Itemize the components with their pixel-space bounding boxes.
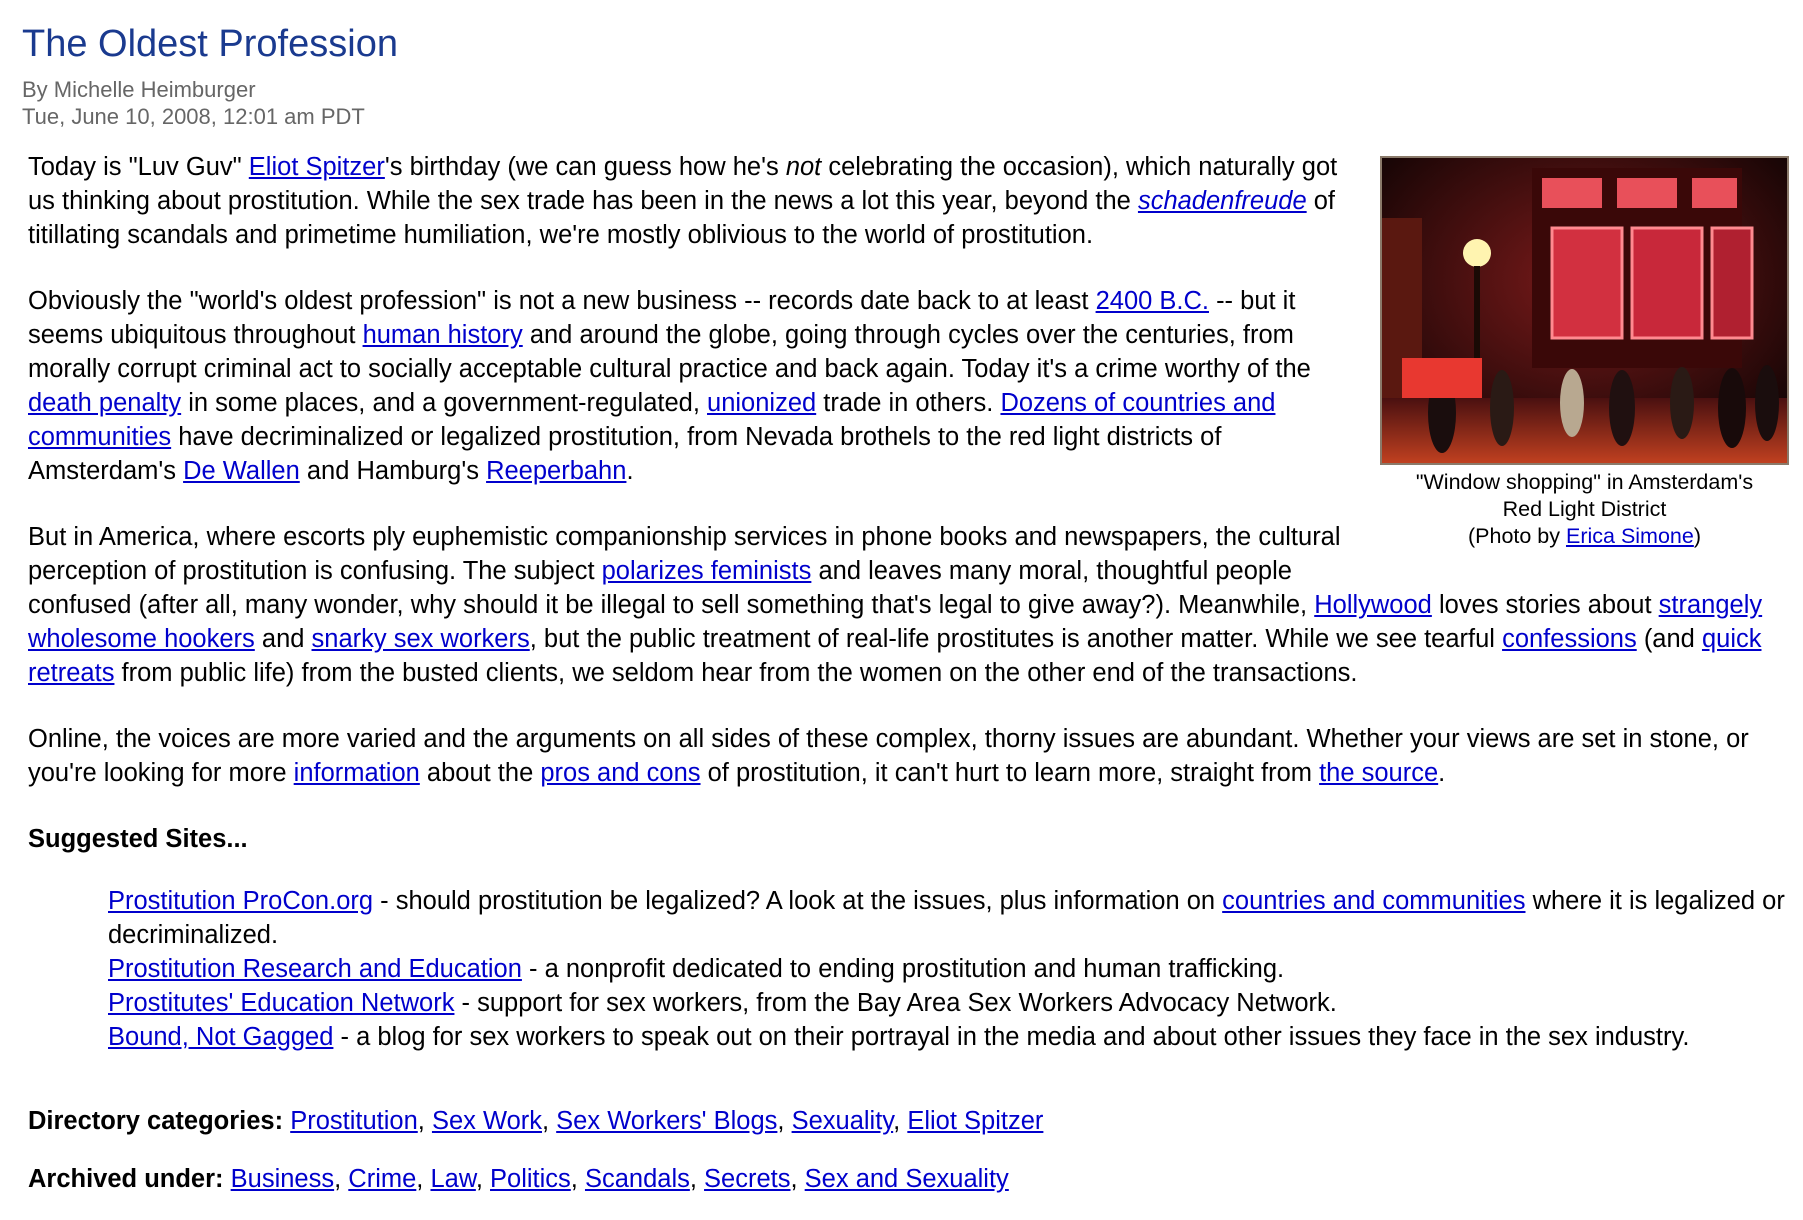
site-description: - support for sex workers, from the Bay Area Sex Workers Advocacy Network. [454, 989, 1337, 1017]
snarky-sex-workers-link[interactable]: snarky sex workers [311, 625, 530, 653]
directory-categories [28, 1104, 1788, 1138]
category-link[interactable]: Sexuality [791, 1107, 894, 1135]
photo-caption [1377, 469, 1792, 550]
separator: , [542, 1107, 557, 1135]
site-item [108, 986, 1788, 1020]
2400-bc-link[interactable]: 2400 B.C. [1095, 287, 1209, 315]
caption-line-2: Red Light District [1502, 497, 1667, 521]
category-link[interactable]: Sex Work [431, 1107, 542, 1135]
archived-label: Archived under: [28, 1165, 224, 1193]
text: and leaves many moral, thoughtful people confused (after all, many wonder, why should it be illegal to sell something that's legal to give away?). Meanwhile, [28, 557, 1315, 619]
text: in some places, and a government-regulated, [181, 389, 708, 417]
archive-link[interactable]: Politics [490, 1165, 571, 1193]
text: Today is "Luv Guv" [28, 153, 249, 181]
photo-credit [1377, 523, 1792, 550]
text: Obviously the "world's oldest profession" is not a new business -- records date back to at least [28, 287, 1096, 315]
site-description: - should prostitution be legalized? A look at the issues, plus information on [373, 887, 1223, 915]
text: But in America, where escorts ply euphemistic companionship services in phone books and newspapers, the cultural perception of prostitution is confusing. The subject [28, 523, 1341, 585]
separator: , [777, 1107, 792, 1135]
text: . [626, 457, 634, 485]
separator: , [570, 1165, 585, 1193]
confessions-link[interactable]: confessions [1502, 625, 1637, 653]
text: Online, the voices are more varied and the arguments on all sides of these complex, thorny issues are abundant. Whether your views are set in stone, or you're looking for more [28, 725, 1749, 787]
byline [22, 76, 365, 130]
text: and Hamburg's [299, 457, 487, 485]
archive-link[interactable]: Scandals [584, 1165, 690, 1193]
site-item [108, 884, 1788, 952]
unionized-link[interactable]: unionized [707, 389, 817, 417]
category-link[interactable]: Eliot Spitzer [907, 1107, 1044, 1135]
emphasis: not [785, 153, 822, 181]
prostitutes-education-link[interactable]: Prostitutes' Education Network [108, 989, 455, 1017]
information-link[interactable]: information [293, 759, 420, 787]
article-body [28, 150, 1788, 1220]
separator: , [416, 1165, 431, 1193]
death-penalty-link[interactable]: death penalty [28, 389, 182, 417]
text: from public life) from the busted clients, we seldom hear from the women on the other end of the transactions. [114, 659, 1358, 687]
archived-under [28, 1162, 1788, 1196]
site-description: where it is legalized or decriminalized. [108, 887, 1785, 949]
paragraph-4 [28, 722, 1788, 790]
author: By Michelle Heimburger [22, 77, 256, 102]
category-link[interactable]: Sex Workers' Blogs [556, 1107, 778, 1135]
category-link[interactable]: Prostitution [290, 1107, 418, 1135]
site-description: - a blog for sex workers to speak out on their portrayal in the media and about other issues they face in the sex industry. [333, 1023, 1690, 1051]
site-item [108, 952, 1788, 986]
the-source-link[interactable]: the source [1319, 759, 1439, 787]
directory-label: Directory categories: [28, 1107, 284, 1135]
pros-and-cons-link[interactable]: pros and cons [540, 759, 701, 787]
text: loves stories about [1431, 591, 1659, 619]
archive-link[interactable]: Crime [348, 1165, 417, 1193]
schadenfreude-link[interactable] [1138, 187, 1307, 215]
photo-figure [1377, 156, 1792, 550]
credit-prefix: (Photo by [1467, 524, 1566, 548]
bound-not-gagged-link[interactable]: Bound, Not Gagged [108, 1023, 334, 1051]
caption-line-1: "Window shopping" in Amsterdam's [1415, 470, 1754, 494]
suggested-sites-heading: Suggested Sites... [28, 825, 248, 853]
separator: , [475, 1165, 491, 1193]
dozens-of-countries-link[interactable]: Dozens of countries and communities [28, 389, 1276, 451]
text: about the [419, 759, 541, 787]
de-wallen-link[interactable]: De Wallen [183, 457, 300, 485]
text: -- but it seems ubiquitous throughout [28, 287, 1296, 349]
separator: , [417, 1107, 432, 1135]
separator: , [790, 1165, 805, 1193]
text: of prostitution, it can't hurt to learn more, straight from [700, 759, 1320, 787]
reeperbahn-link[interactable]: Reeperbahn [486, 457, 627, 485]
separator: , [689, 1165, 705, 1193]
suggested-sites-list [108, 884, 1788, 1054]
text: 's birthday (we can guess how he's [384, 153, 786, 181]
polarizes-feminists-link[interactable]: polarizes feminists [601, 557, 812, 585]
text: , but the public treatment of real-life prostitutes is another matter. While we see tearful [529, 625, 1503, 653]
archive-link[interactable]: Business [230, 1165, 335, 1193]
red-light-district-photo [1380, 156, 1789, 465]
text: and around the globe, going through cycles over the centuries, from morally corrupt criminal act to socially acceptable cultural practice and back again. Today it's a crime worthy of the [28, 321, 1311, 383]
text: of titillating scandals and primetime humiliation, we're mostly oblivious to the world of prostitution. [28, 187, 1336, 249]
prostitution-research-link[interactable]: Prostitution Research and Education [108, 955, 522, 983]
text: have decriminalized or legalized prostitution, from Nevada brothels to the red light districts of Amsterdam's [28, 423, 1222, 485]
schadenfreude-text: schadenfreude [1137, 187, 1307, 215]
site-item [108, 1020, 1788, 1054]
page-title: The Oldest Profession [22, 23, 398, 65]
countries-and-communities-link[interactable]: countries and communities [1222, 887, 1526, 915]
human-history-link[interactable]: human history [362, 321, 523, 349]
archive-link[interactable]: Law [430, 1165, 476, 1193]
text: and [254, 625, 312, 653]
text: (and [1636, 625, 1702, 653]
archive-link[interactable]: Sex and Sexuality [804, 1165, 1009, 1193]
archive-link[interactable]: Secrets [704, 1165, 791, 1193]
separator: , [334, 1165, 349, 1193]
wholesome-hookers-link[interactable]: strangely wholesome hookers [28, 591, 1763, 653]
eliot-spitzer-link[interactable]: Eliot Spitzer [248, 153, 385, 181]
publish-date: Tue, June 10, 2008, 12:01 am PDT [22, 104, 365, 129]
text: . [1438, 759, 1446, 787]
text: celebrating the occasion), which naturally got us thinking about prostitution. While the sex trade has been in the news a lot this year, beyond the [28, 153, 1338, 215]
site-description: - a nonprofit dedicated to ending prostitution and human trafficking. [521, 955, 1285, 983]
quick-retreats-link[interactable]: quick retreats [28, 625, 1762, 687]
procon-link[interactable]: Prostitution ProCon.org [108, 887, 374, 915]
photographer-link[interactable]: Erica Simone [1565, 524, 1694, 548]
separator: , [893, 1107, 908, 1135]
text: trade in others. [816, 389, 1001, 417]
credit-suffix: ) [1693, 524, 1702, 548]
hollywood-link[interactable]: Hollywood [1314, 591, 1432, 619]
